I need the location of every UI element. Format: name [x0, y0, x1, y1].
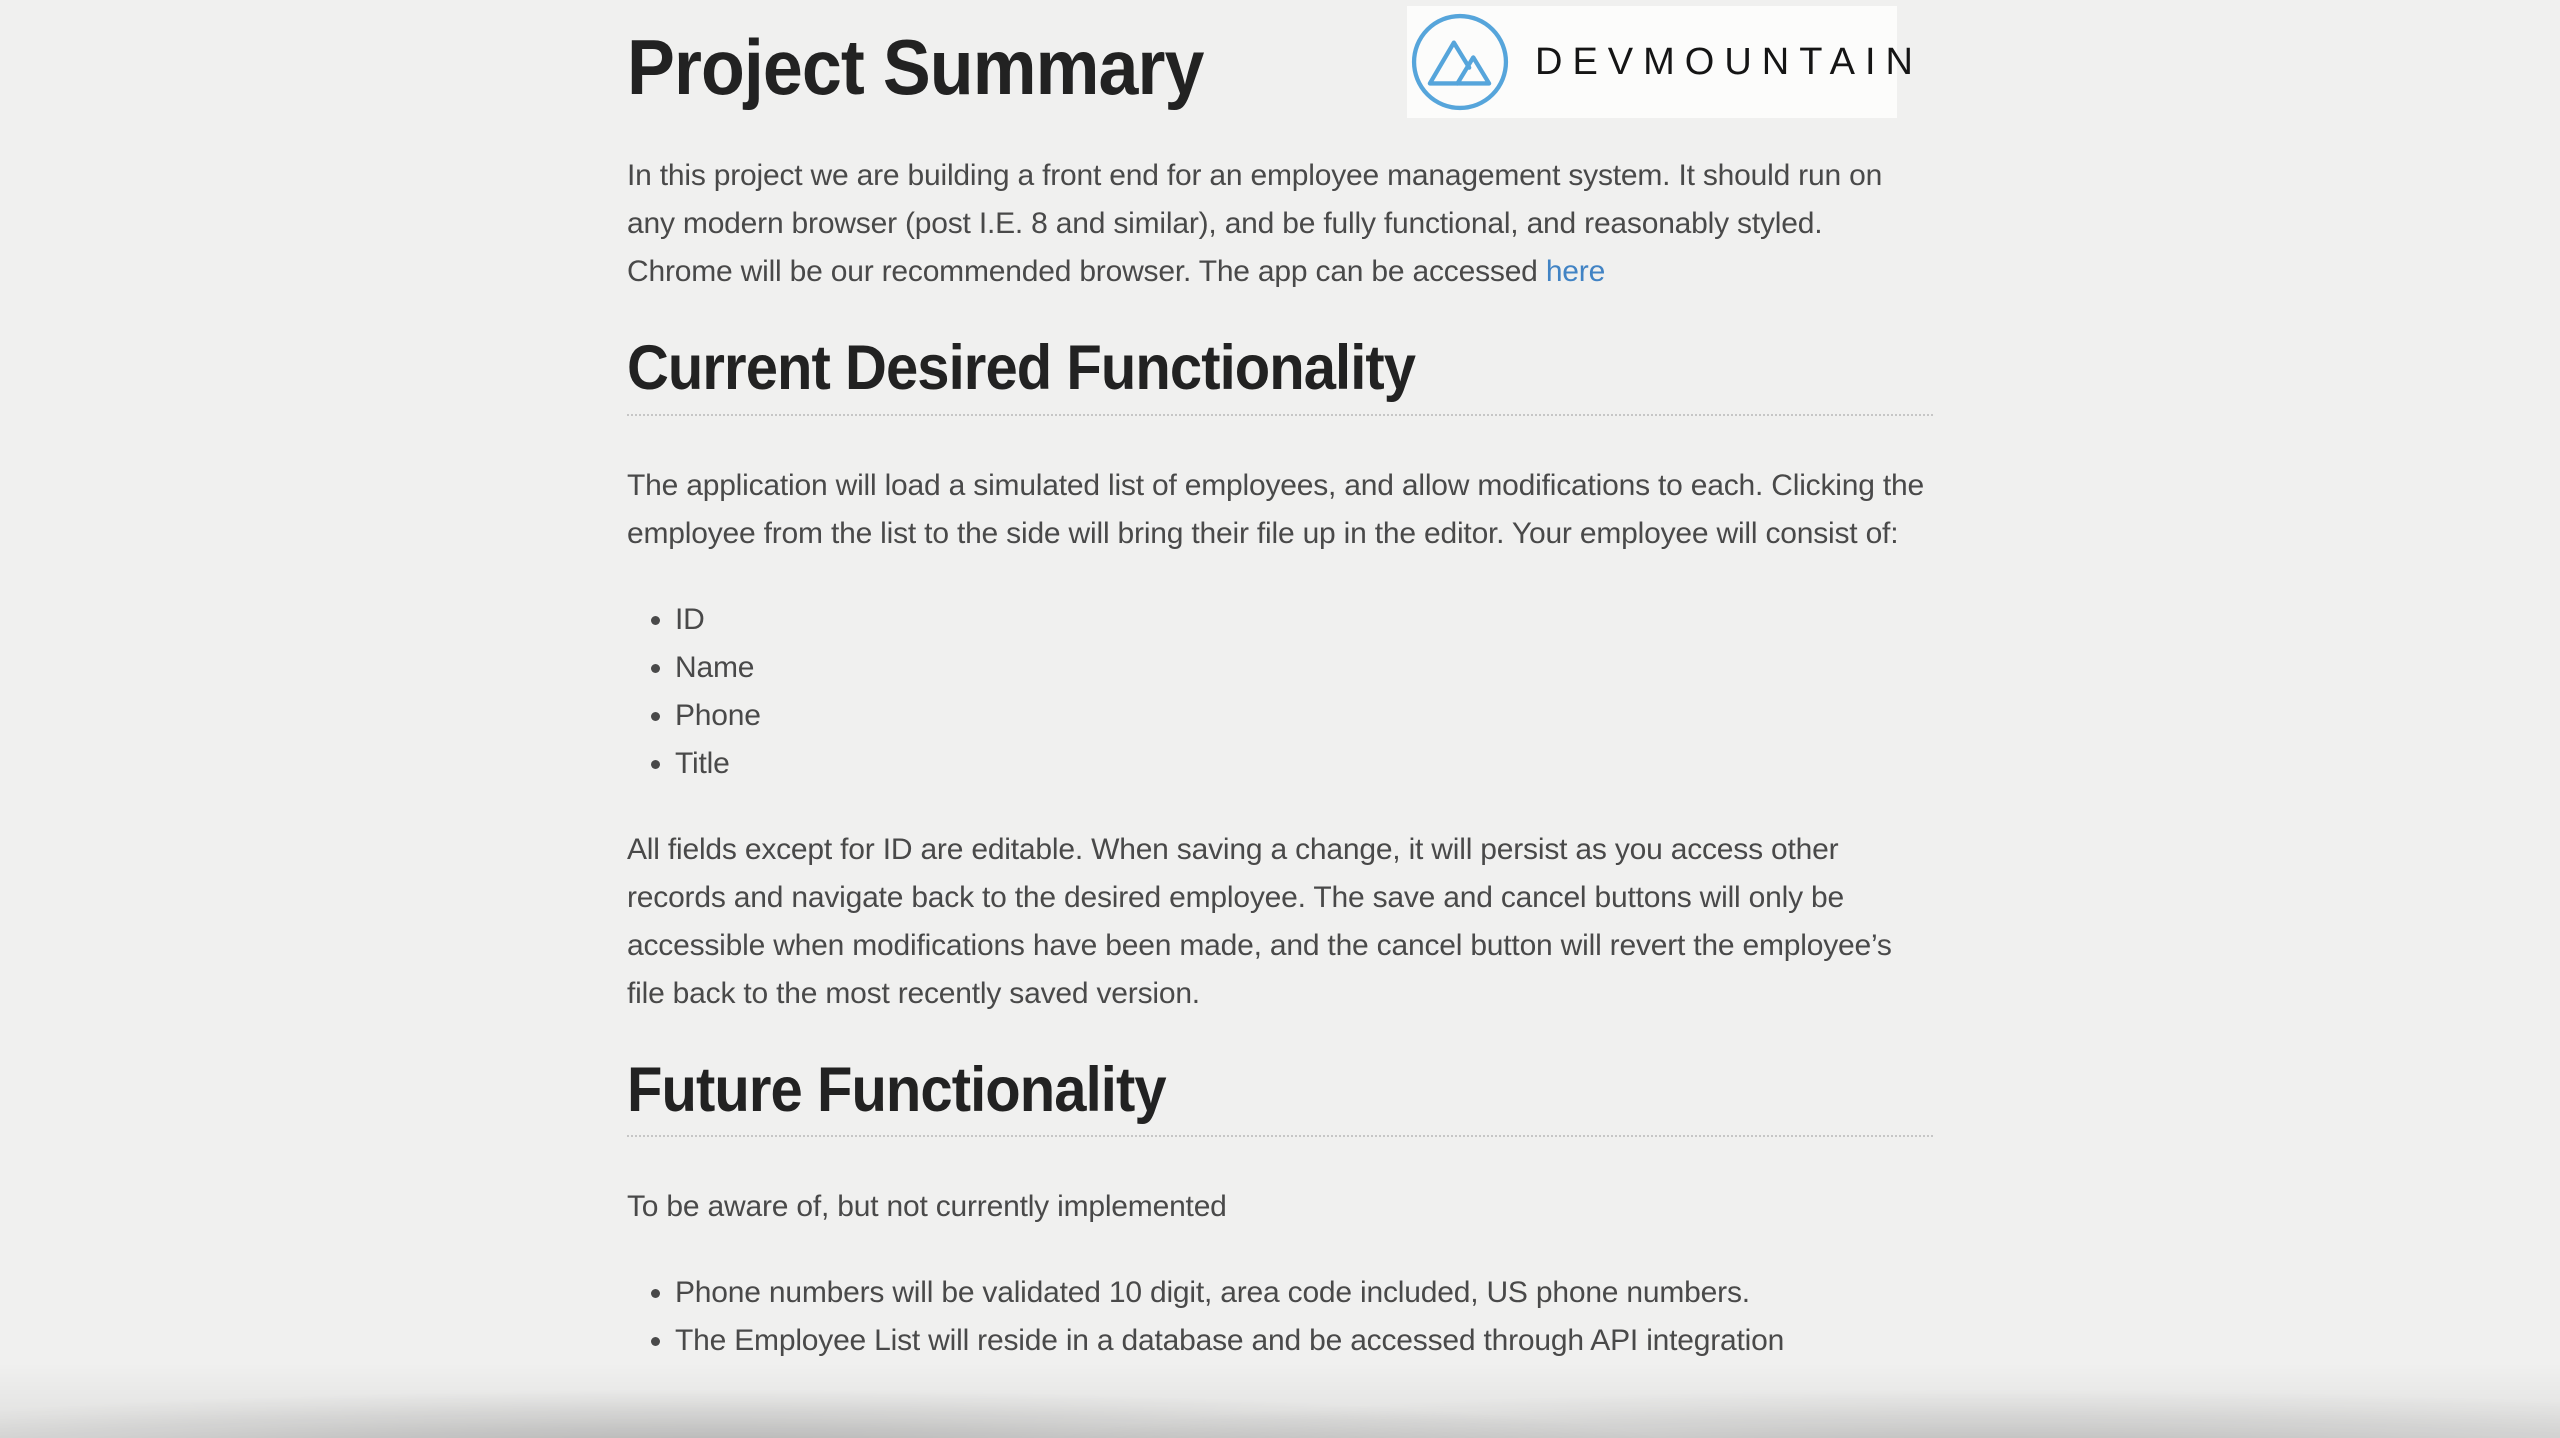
section-paragraph: All fields except for ID are editable. When saving a change, it will persist as you access other records and navigate back to the desired employee. The save and cancel buttons will only be accessible when modifications have been made, and the cancel button will revert the employee’s file back to the most recently saved version. [627, 832, 1892, 1010]
section-heading-text: Current Desired Functionality [627, 333, 1416, 404]
intro-paragraph [627, 152, 1933, 296]
list-item: • ID [675, 596, 1933, 644]
page-title-text: Project Summary [627, 23, 1204, 111]
list-item: • Phone [675, 692, 1933, 740]
mountain-logo-icon [1411, 13, 1509, 111]
brand-logo [1407, 6, 1923, 118]
app-link[interactable]: here [1545, 255, 1606, 289]
list-item: • Title [675, 740, 1933, 788]
section-paragraph: The application will load a simulated list of employees, and allow modifications to each. Clicking the employee from the list to the side will bring their file up in the editor. Your employee will consist of: [627, 468, 1924, 550]
section-heading-text: Future Functionality [627, 1054, 1166, 1125]
list-item: • Phone numbers will be validated 10 digit, area code included, US phone numbers. [675, 1269, 1933, 1317]
intro-text: In this project we are building a front end for an employee management system. It should run on any modern browser (post I.E. 8 and similar), and be fully functional, and reasonably styled. Chrome will be our recommended browser. The app can be accessed [627, 159, 1883, 289]
section-heading-current-functionality [627, 334, 1933, 415]
brand-name: DEVMOUNTAIN [1535, 41, 1923, 83]
section-heading-future-functionality [627, 1056, 1933, 1137]
list-item: • Name [675, 644, 1933, 692]
bottom-edge-shadow [0, 1363, 2560, 1438]
document-body [627, 22, 1933, 1365]
section-paragraph: To be aware of, but not currently implemented [627, 1190, 1227, 1224]
list-item: • The Employee List will reside in a database and be accessed through API integration [675, 1317, 1933, 1365]
employee-fields-list [627, 596, 1933, 788]
future-items-list [627, 1269, 1933, 1365]
